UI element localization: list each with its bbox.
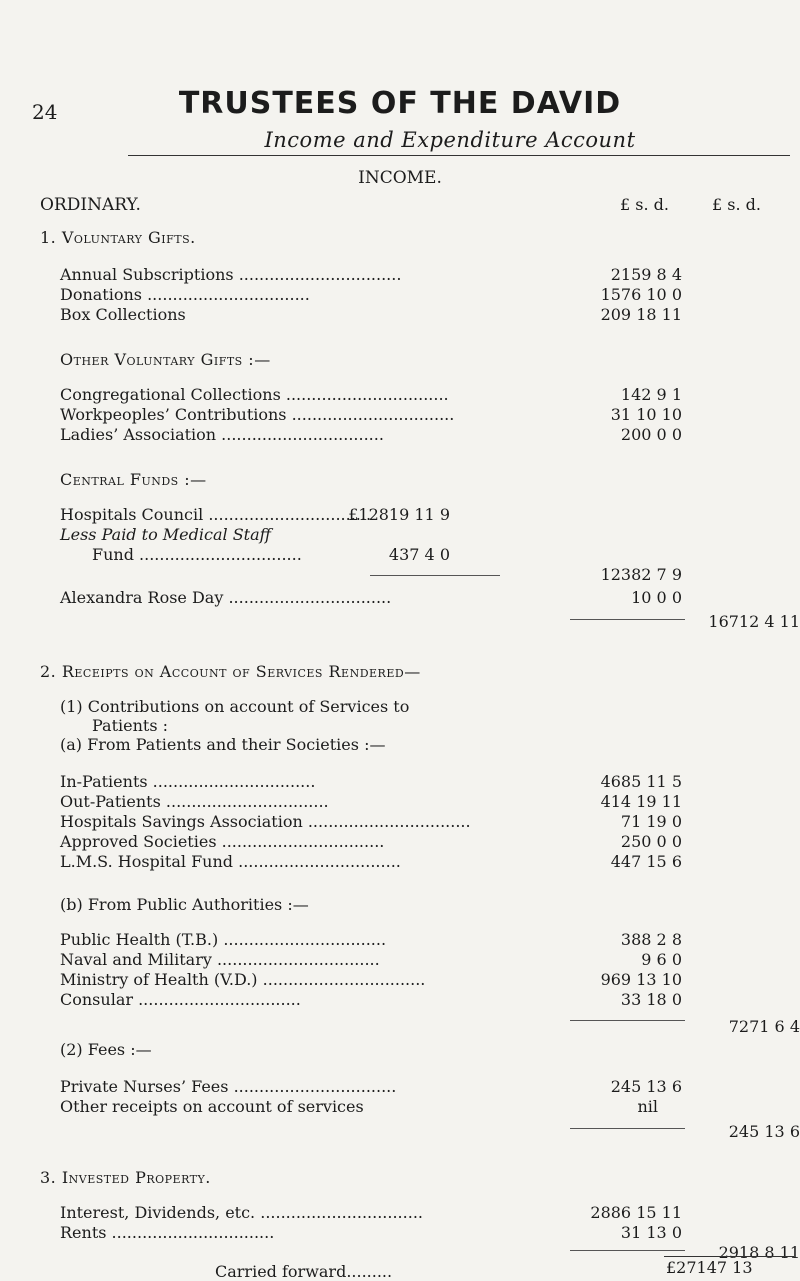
row-amount: 447 15 6 bbox=[610, 852, 682, 871]
subheading: (2) Fees :— bbox=[60, 1040, 152, 1059]
header-rule bbox=[128, 155, 790, 156]
subtotal-rule bbox=[370, 575, 500, 576]
row-amount: 245 13 6 bbox=[610, 1077, 682, 1096]
subtotal-rule bbox=[570, 1128, 685, 1129]
ordinary-label: ORDINARY. bbox=[40, 195, 141, 215]
grand-total: £27147 13 bbox=[666, 1258, 753, 1277]
row-label: Rents ................................ bbox=[60, 1223, 275, 1242]
row-amount: 33 18 0 bbox=[620, 990, 682, 1009]
row-amount: 142 9 1 bbox=[620, 385, 682, 404]
row-amount: 2886 15 11 bbox=[590, 1203, 682, 1222]
row-amount: 388 2 8 bbox=[620, 930, 682, 949]
row-label: Fund ................................ bbox=[92, 545, 302, 564]
subheading-other-voluntary: Other Voluntary Gifts :— bbox=[60, 350, 271, 369]
row-amount: 9 6 0 bbox=[641, 950, 682, 969]
row-label: Less Paid to Medical Staff bbox=[60, 525, 271, 544]
row-amount: 31 13 0 bbox=[620, 1223, 682, 1242]
row-amount: 209 18 11 bbox=[600, 305, 682, 324]
row-amount: 200 0 0 bbox=[620, 425, 682, 444]
row-label: Ministry of Health (V.D.) ................................ bbox=[60, 970, 426, 989]
subheading: Patients : bbox=[92, 716, 169, 735]
section-heading-invested: 3. Invested Property. bbox=[40, 1168, 211, 1187]
income-heading: INCOME. bbox=[358, 168, 442, 188]
row-amount: 12382 7 9 bbox=[600, 565, 682, 584]
row-label: Out-Patients ................................ bbox=[60, 792, 329, 811]
row-label: Ladies’ Association ................................ bbox=[60, 425, 384, 444]
row-label: Workpeoples’ Contributions ................................ bbox=[60, 405, 455, 424]
row-amount: 969 13 10 bbox=[600, 970, 682, 989]
subheading: (1) Contributions on account of Services to bbox=[60, 697, 410, 716]
row-amount: 414 19 11 bbox=[600, 792, 682, 811]
row-label: Other receipts on account of services bbox=[60, 1097, 364, 1116]
row-amount: 250 0 0 bbox=[620, 832, 682, 851]
section-heading-services: 2. Receipts on Account of Services Rendered— bbox=[40, 662, 421, 681]
subtotal-rule bbox=[570, 619, 685, 620]
subheading: (a) From Patients and their Societies :— bbox=[60, 735, 386, 754]
section-total: 245 13 6 bbox=[728, 1122, 800, 1141]
row-amount: 2159 8 4 bbox=[610, 265, 682, 284]
row-amount: nil bbox=[637, 1097, 658, 1116]
row-amount-inner: 437 4 0 bbox=[388, 545, 450, 564]
carried-forward-label: Carried forward......... bbox=[215, 1262, 393, 1281]
row-label: Box Collections bbox=[60, 305, 186, 324]
row-label: In-Patients ................................ bbox=[60, 772, 316, 791]
row-amount: 71 19 0 bbox=[620, 812, 682, 831]
row-label: Consular ................................ bbox=[60, 990, 301, 1009]
page-number: 24 bbox=[32, 100, 58, 124]
row-label: Annual Subscriptions ................................ bbox=[60, 265, 402, 284]
row-amount: 10 0 0 bbox=[631, 588, 682, 607]
row-label: Private Nurses’ Fees ................................ bbox=[60, 1077, 397, 1096]
page-subtitle: Income and Expenditure Account bbox=[264, 128, 636, 152]
row-label: L.M.S. Hospital Fund ................................ bbox=[60, 852, 401, 871]
row-amount: 1576 10 0 bbox=[600, 285, 682, 304]
column-header-1: £ s. d. bbox=[620, 195, 669, 214]
section-total: 16712 4 11 bbox=[708, 612, 800, 631]
page-title: TRUSTEES OF THE DAVID bbox=[178, 86, 622, 121]
row-label: Interest, Dividends, etc. ................................ bbox=[60, 1203, 423, 1222]
subheading-central-funds: Central Funds :— bbox=[60, 470, 207, 489]
row-amount-inner: £12819 11 9 bbox=[348, 505, 450, 524]
section-total: 7271 6 4 bbox=[728, 1017, 800, 1036]
row-label: Alexandra Rose Day ................................ bbox=[60, 588, 392, 607]
subheading: (b) From Public Authorities :— bbox=[60, 895, 309, 914]
section-heading-voluntary: 1. Voluntary Gifts. bbox=[40, 228, 196, 247]
row-label: Approved Societies ................................ bbox=[60, 832, 385, 851]
row-label: Hospitals Council ................................ bbox=[60, 505, 372, 524]
row-label: Naval and Military ................................ bbox=[60, 950, 380, 969]
row-label: Public Health (T.B.) ................................ bbox=[60, 930, 387, 949]
row-amount: 31 10 10 bbox=[610, 405, 682, 424]
row-amount: 4685 11 5 bbox=[600, 772, 682, 791]
subtotal-rule bbox=[570, 1020, 685, 1021]
column-header-2: £ s. d. bbox=[712, 195, 761, 214]
row-label: Hospitals Savings Association ................................ bbox=[60, 812, 471, 831]
subtotal-rule bbox=[570, 1250, 685, 1251]
grand-total-rule bbox=[664, 1256, 794, 1257]
row-label: Congregational Collections ................................ bbox=[60, 385, 449, 404]
section-total: 2918 8 11 bbox=[718, 1243, 800, 1262]
row-label: Donations ................................ bbox=[60, 285, 310, 304]
